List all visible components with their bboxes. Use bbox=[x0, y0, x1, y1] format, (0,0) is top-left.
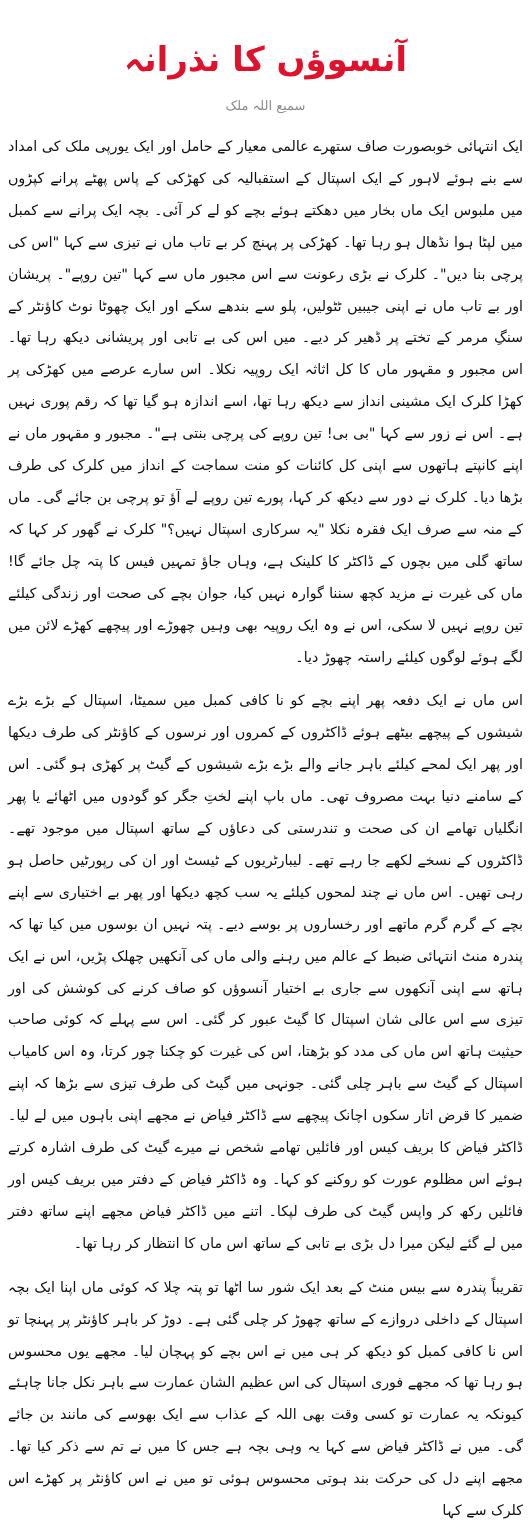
article-paragraph-2: اس ماں نے ایک دفعہ پھر اپنے بچے کو نا کافی کمبل میں سمیٹا، اسپتال کے بڑے بڑے شیشوں کے پیچھے بیٹھے ہوئے ڈاکٹروں کے کمروں اور نرسوں کے کاؤنٹر کی طرف دیکھا اور پھر ایک لمحے کیلئے باہر جانے والے بڑے بڑے شیشوں کے گیٹ پر کھڑی ہو گئی۔ اس کے سامنے دنیا بہت مصروف تھی۔ ماں باپ اپنے لختِ جگر کو گودوں میں اٹھائے یا پھر انگلیاں تھامے ان کی صحت و تندرستی کی دعاؤں کے ساتھ اسپتال میں موجود تھے۔ ڈاکٹروں کے نسخے لکھے جا رہے تھے۔ لیبارٹریوں کے ٹیسٹ اور ان کی رپورٹیں حاصل ہو رہی تھیں۔ اس ماں نے چند لمحوں کیلئے یہ سب کچھ دیکھا اور پھر بے اختیاری سے اپنے بچے کے گرم گرم ماتھے اور رخساروں پر بوسے دیے۔ پتہ نہیں ان بوسوں میں کیا تھا کہ پندرہ منٹ انتہائی ضبط کے عالم میں رہنے والی ماں کی آنکھیں چھلک پڑیں، اس نے ایک ہاتھ سے اپنی آنکھوں سے جاری بے اختیار آنسوؤں کو صاف کرنے کی کوشش کی اور تیزی سے اس عالی شان اسپتال کا گیٹ عبور کر گئی۔ اس سے پہلے کہ کوئی صاحب حیثیت ہاتھ اس ماں کی مدد کو بڑھتا، اس کی غیرت کو چکنا چور کرتا، وہ اس کامیاب اسپتال کے گیٹ سے باہر چلی گئی۔ جونہی میں گیٹ کی طرف تیزی سے بڑھا کہ اپنے ضمیر کا قرض اتار سکوں اچانک پیچھے سے ڈاکٹر فیاض نے مجھے اپنی باہوں میں لے لیا۔ ڈاکٹر فیاض کا بریف کیس اور فائلیں تھامے شخص نے میرے گیٹ کی طرف اشارہ کرتے ہوئے اس مظلوم عورت کو روکنے کو کہا۔ وہ ڈاکٹر فیاض کے دفتر میں بریف کیس اور فائلیں رکھ کر واپس گیٹ کی طرف لپکا۔ اتنے میں ڈاکٹر فیاض مجھے اپنے ساتھ دفتر میں لے گئے لیکن میرا دل بڑی بے تابی کے ساتھ اس ماں کا انتظار کر رہا تھا۔ bbox=[8, 693, 523, 1252]
article-paragraph-3: تقریباً پندرہ سے بیس منٹ کے بعد ایک شور سا اٹھا تو پتہ چلا کہ کوئی ماں اپنا ایک بچہ اسپتال کے داخلی دروازے کے ساتھ چھوڑ کر چلی گئی ہے۔ دوڑ کر باہر کاؤنٹر پر پہنچا تو اس نا کافی کمبل کو دیکھ کر ہی میں نے اس بچے کو پہچان لیا۔ مجھے یوں محسوس ہو رہا تھا کہ مجھے فوری اسپتال کی اس عظیم الشان عمارت سے باہر نکل جانا چاہئے کیونکہ یہ عمارت تو کسی وقت بھی اللہ کے عذاب سے ایک بھوسے کی مانند بن جائے گی۔ میں نے ڈاکٹر فیاض سے کہا یہ وہی بچہ ہے جس کا میں نے تم سے ذکر کیا تھا۔ مجھے اپنے دل کی حرکت بند ہوتی محسوس ہوئی تو میں نے اس کاؤنٹر پر کھڑے اس کلرک سے کہا bbox=[8, 1279, 523, 1520]
article-paragraph-1: ایک انتہائی خوبصورت صاف ستھرے عالمی معیار کے حامل اور ایک یورپی ملک کی امداد سے بنے ہوئے لاہور کے ایک اسپتال کے استقبالیہ کی کھڑکی کے پاس پھٹے پرانے کپڑوں میں ملبوس ایک ماں بخار میں دھکتے ہوئے بچے کو لے کر آئی۔ بچہ ایک پرانے سے کمبل میں لپٹا ہوا نڈھال ہو رہا تھا۔ کھڑکی پر پہنچ کر بے تاب ماں نے تیزی سے کہا "اس کی پرچی بنا دیں"۔ کلرک نے بڑی رعونت سے اس مجبور ماں سے کہا "تین روپے"۔ پریشان اور بے تاب ماں نے اپنی جیبیں ٹٹولیں، پلو سے بندھے سکے اور ایک چھوٹا نوٹ کاؤنٹر کے سنگِ مرمر کے تختے پر ڈھیر کر دیے۔ میں اس کی بے تابی اور پریشانی دیکھ رہا تھا۔ اس مجبور و مقہور ماں کا کل اثاثہ ایک روپیہ نکلا۔ اس سارے عرصے میں کھڑکی پر کھڑا کلرک ایک مشینی انداز سے دیکھ رہا تھا، اسے اندازہ ہو گیا تھا کہ رقم پوری نہیں ہے۔ اس نے زور سے کہا "بی بی! تین روپے کی پرچی بنتی ہے"۔ مجبور و مقہور ماں نے اپنے کانپتے ہاتھوں سے اپنی کل کائنات کو منت سماجت کے انداز میں کلرک کی طرف بڑھا دیا۔ کلرک نے دور سے دیکھ کر کہا، پورے تین روپے لے آؤ تو پرچی بن جائے گی۔ ماں کے منہ سے صرف ایک فقرہ نکلا "یہ سرکاری اسپتال نہیں؟" کلرک نے گھور کر کہا کہ ساتھ گلی میں بچوں کے ڈاکٹر کا کلینک ہے، وہاں جاؤ تمہیں فیس کا پتہ چل جائے گا! ماں کی غیرت نے مزید کچھ سننا گوارہ نہیں کیا، جوان بچے کی صحت اور زندگی کیلئے تین روپے نہیں لا سکی، اس نے وہ ایک روپیہ بھی وہیں چھوڑے اور پیچھے کھڑے لائن میں لگے ہوئے لوگوں کیلئے راستہ چھوڑ دیا۔ bbox=[8, 139, 523, 666]
article-body bbox=[8, 132, 523, 1528]
author-byline: سمیع اللہ ملک bbox=[225, 99, 306, 114]
article-title: آنسوؤں کا نذرانہ bbox=[123, 40, 408, 80]
